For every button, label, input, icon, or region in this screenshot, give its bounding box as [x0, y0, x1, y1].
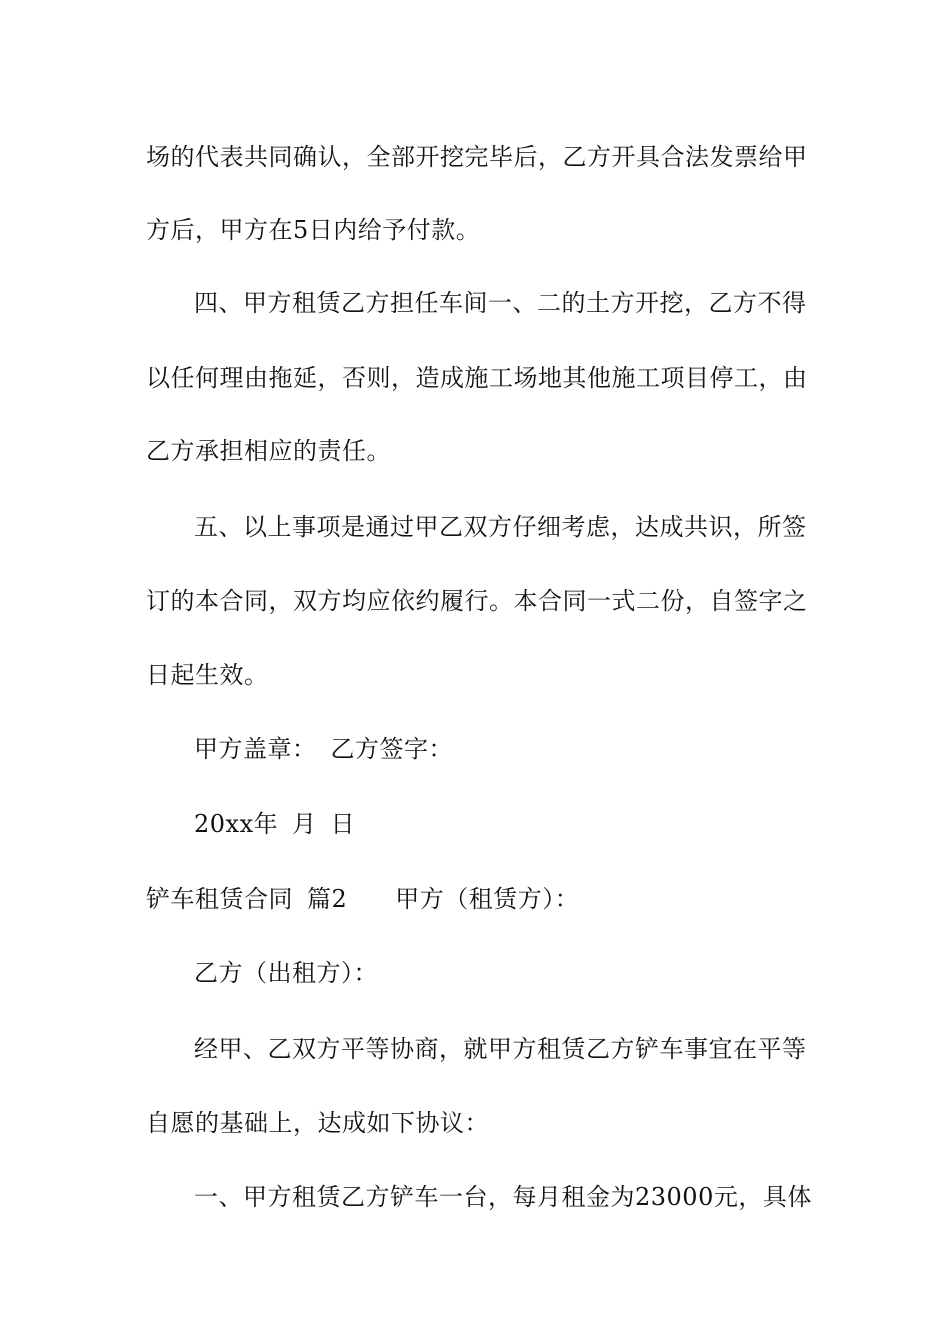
clause-one-line: 一、甲方租赁乙方铲车一台，每月租金为23000元，具体 [194, 1183, 812, 1211]
paragraph-line: 场的代表共同确认，全部开挖完毕后，乙方开具合法发票给甲 [146, 143, 808, 171]
paragraph-line: 日起生效。 [146, 661, 269, 689]
paragraph-line: 订的本合同，双方均应依约履行。本合同一式二份，自签字之 [146, 587, 808, 615]
lessor-label: 乙方（出租方）： [194, 959, 378, 987]
date-line [194, 809, 864, 839]
section-number: 篇2 [307, 885, 348, 913]
lessee-label: 甲方（租赁方）： [395, 885, 580, 913]
date-month: 月 [292, 810, 317, 838]
date-day: 日 [330, 810, 356, 838]
paragraph-line: 方后，甲方在5日内给予付款。 [146, 216, 481, 244]
contract-title: 铲车租赁合同 [146, 885, 293, 913]
clause-four-line: 四、甲方租赁乙方担任车间一、二的土方开挖，乙方不得 [194, 289, 807, 317]
paragraph-line: 乙方承担相应的责任。 [146, 437, 391, 465]
party-a-seal-label: 甲方盖章： [194, 735, 317, 763]
contract-heading-line [146, 884, 816, 914]
preamble-line: 经甲、乙双方平等协商，就甲方租赁乙方铲车事宜在平等 [194, 1035, 807, 1063]
date-year: 20xx年 [194, 810, 279, 838]
paragraph-line: 以任何理由拖延，否则，造成施工场地其他施工项目停工，由 [146, 364, 808, 392]
signature-line [194, 734, 864, 764]
party-b-signature-label: 乙方签字： [330, 735, 453, 763]
clause-five-line: 五、以上事项是通过甲乙双方仔细考虑，达成共识，所签 [194, 513, 807, 541]
paragraph-line: 自愿的基础上，达成如下协议： [146, 1109, 489, 1137]
